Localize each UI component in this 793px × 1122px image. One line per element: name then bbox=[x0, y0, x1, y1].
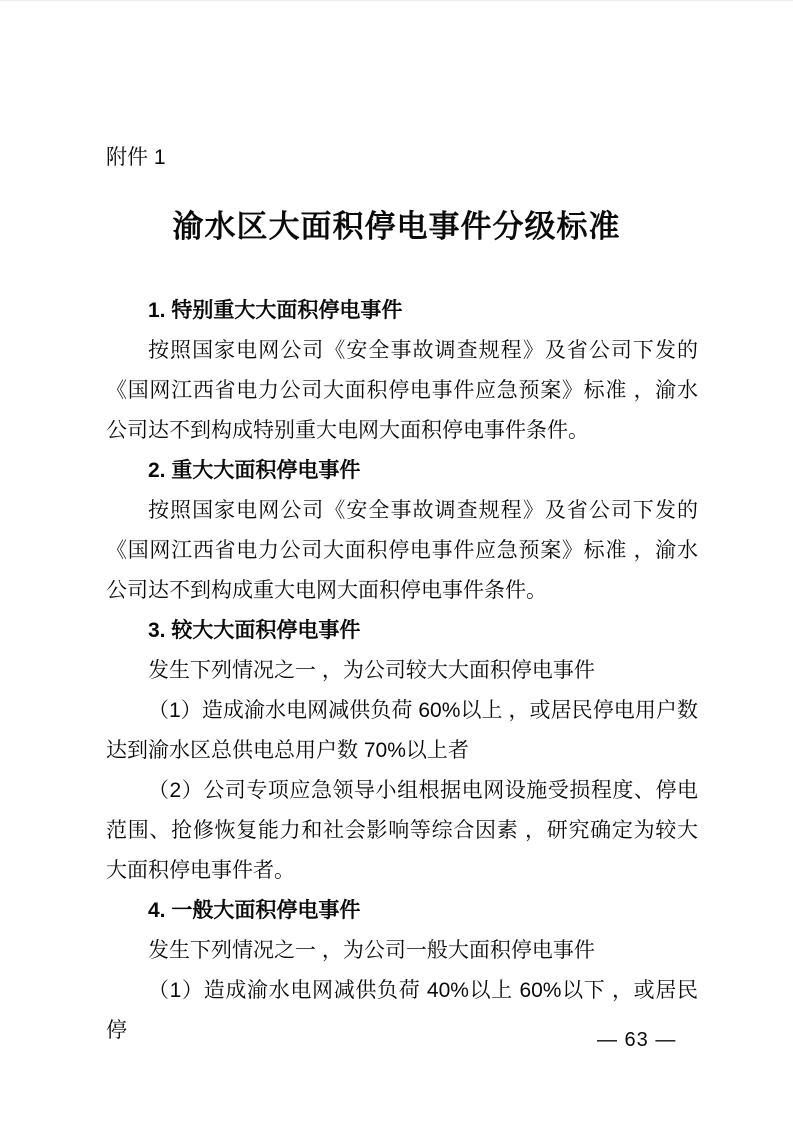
document-body bbox=[106, 291, 698, 1051]
section-3-item-1: （1）造成渝水电网减供负荷 60%以上 ，或居民停电用户数达到渝水区总供电总用户数 70%以上者 bbox=[106, 699, 698, 762]
section-1-paragraph: 按照国家电网公司《安全事故调查规程》及省公司下发的《国网江西省电力公司大面积停电事件应急预案》标准 ，渝水公司达不到构成特别重大电网大面积停电事件条件。 bbox=[106, 339, 698, 442]
section-3-item-2: （2）公司专项应急领导小组根据电网设施受损程度、停电范围、抢修恢复能力和社会影响等综合因素 ，研究确定为较大大面积停电事件者。 bbox=[106, 779, 698, 882]
section-3-intro: 发生下列情况之一 ，为公司较大大面积停电事件 bbox=[148, 659, 595, 682]
section-2-paragraph: 按照国家电网公司《安全事故调查规程》及省公司下发的《国网江西省电力公司大面积停电事件应急预案》标准 ，渝水公司达不到构成重大电网大面积停电事件条件。 bbox=[106, 499, 698, 602]
page-number: — 63 — bbox=[597, 1029, 677, 1051]
section-3-heading: 3. 较大大面积停电事件 bbox=[148, 619, 361, 642]
attachment-label: 附件 1 bbox=[106, 146, 166, 169]
section-2-heading: 2. 重大大面积停电事件 bbox=[148, 459, 361, 482]
section-1-heading: 1. 特别重大大面积停电事件 bbox=[148, 299, 403, 322]
section-4-item-1: （1）造成渝水电网减供负荷 40%以上 60%以下 ，或居民停 bbox=[106, 979, 698, 1042]
section-4-intro: 发生下列情况之一 ，为公司一般大面积停电事件 bbox=[148, 939, 595, 962]
section-4-heading: 4. 一般大面积停电事件 bbox=[148, 899, 361, 922]
document-title: 渝水区大面积停电事件分级标准 bbox=[172, 209, 621, 244]
